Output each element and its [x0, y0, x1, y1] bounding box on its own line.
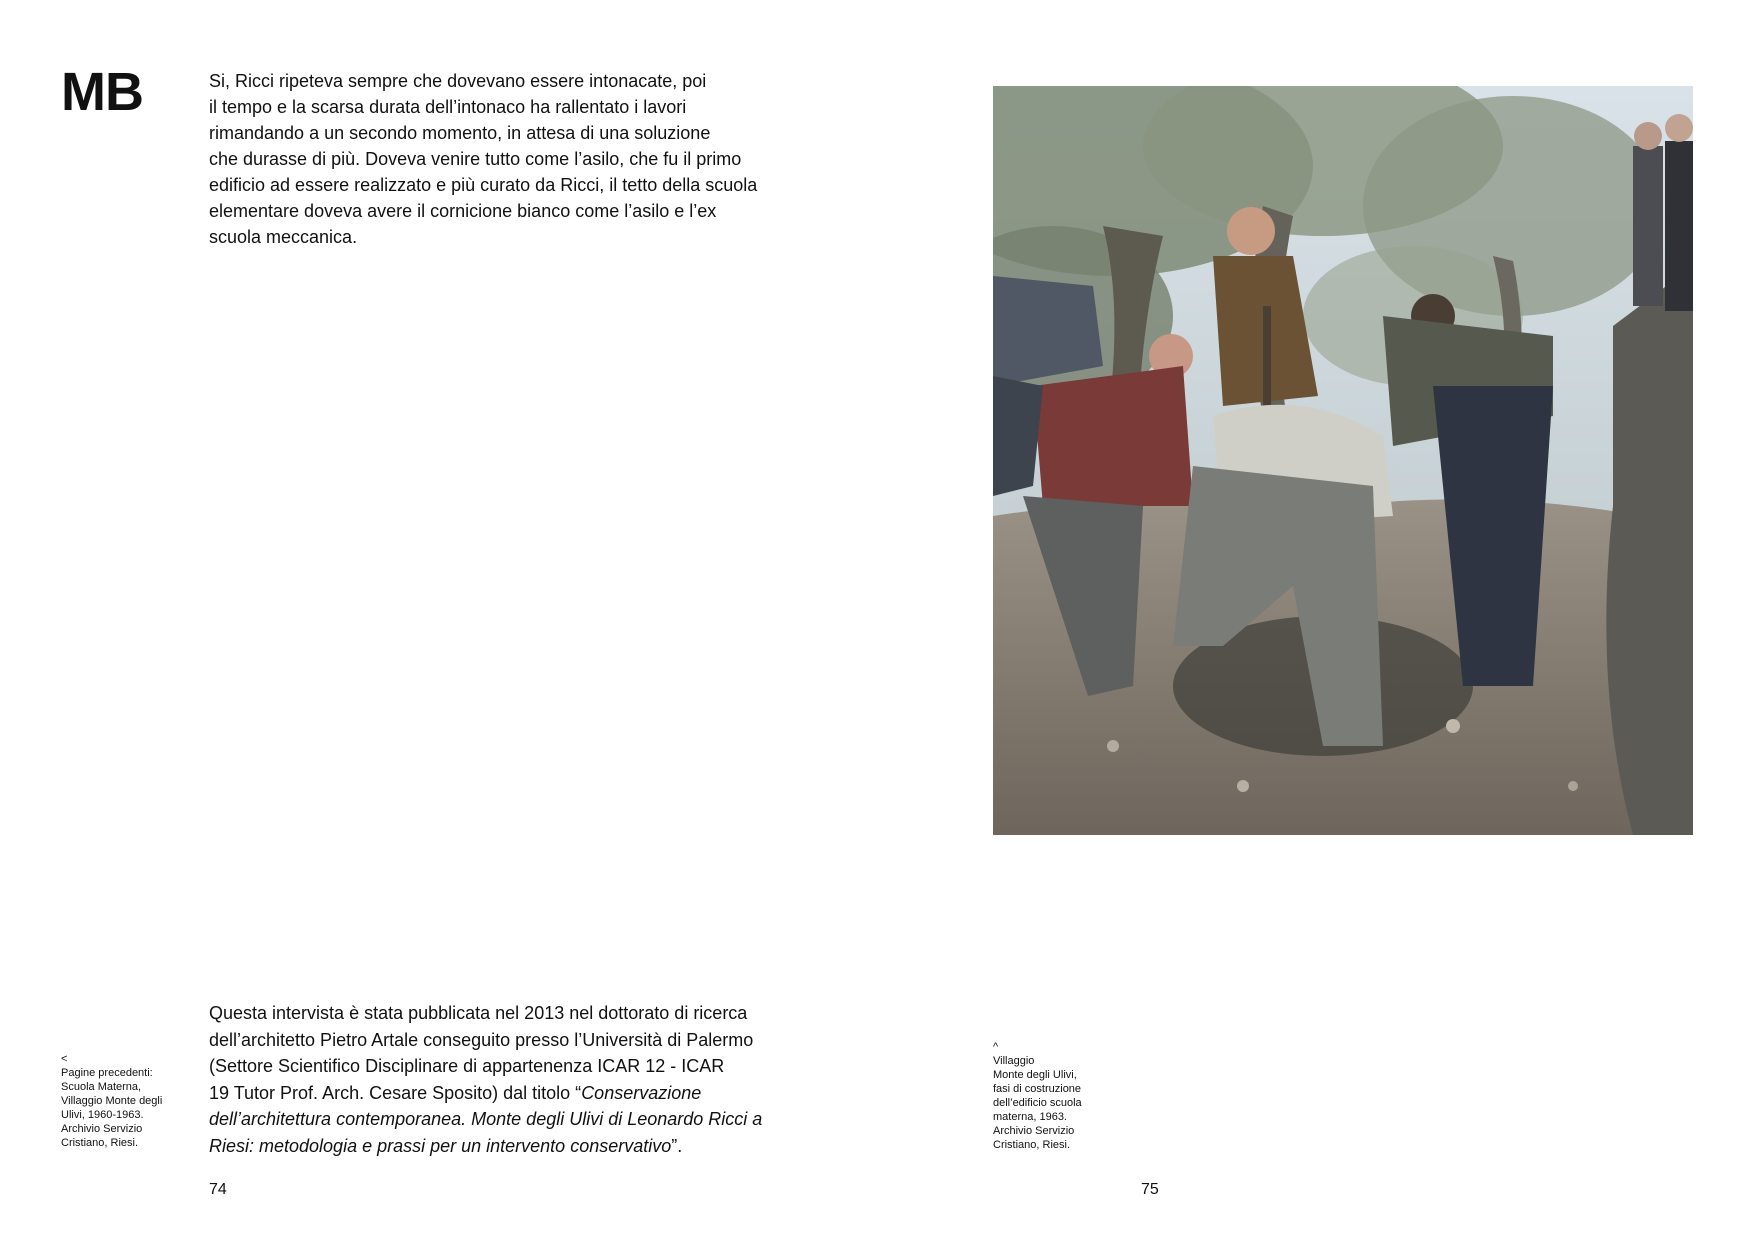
up-arrow-icon: ^ [993, 1041, 999, 1053]
note-line: (Settore Scientifico Disciplinare di appartenenza ICAR 12 - ICAR [209, 1056, 725, 1076]
speaker-initials: MB [61, 62, 143, 122]
construction-photo [993, 86, 1693, 835]
note-line: dell’architetto Pietro Artale conseguito presso l’Università di Palermo [209, 1029, 754, 1050]
caption-line: Villaggio [993, 1055, 1035, 1067]
answer-line: che durasse di più. Doveva venire tutto come l’asilo, che fu il primo [209, 149, 742, 169]
caption-line: Ulivi, 1960-1963. [61, 1109, 144, 1121]
answer-line: scuola meccanica. [209, 227, 358, 247]
caption-photo [993, 1040, 1113, 1152]
interview-answer [209, 68, 789, 250]
caption-line: materna, 1963. [993, 1111, 1067, 1123]
caption-line: Pagine precedenti: [61, 1067, 153, 1079]
publication-note [209, 1000, 789, 1159]
caption-line: Villaggio Monte degli [61, 1095, 163, 1107]
caption-line: Monte degli Ulivi, [993, 1069, 1077, 1081]
thesis-title: Conservazione [581, 1082, 702, 1103]
caption-line: Cristiano, Riesi. [61, 1137, 139, 1149]
thesis-title: Riesi: metodologia e prassi per un intervento conservativo [209, 1135, 672, 1156]
note-line: 19 Tutor Prof. Arch. Cesare Sposito) dal titolo “ [209, 1082, 582, 1103]
caption-previous-pages [61, 1052, 181, 1150]
answer-line: il tempo e la scarsa durata dell’intonaco ha rallentato i lavori [209, 97, 687, 117]
note-line: Questa intervista è stata pubblicata nel 2013 nel dottorato di ricerca [209, 1003, 748, 1023]
men-digging-among-olive-trees-photo [993, 86, 1693, 835]
caption-line: dell’edificio scuola [993, 1097, 1082, 1109]
left-arrow-icon: < [61, 1053, 68, 1065]
answer-line: rimandando a un secondo momento, in attesa di una soluzione [209, 123, 711, 143]
caption-line: Cristiano, Riesi. [993, 1139, 1071, 1151]
note-closing: ”. [671, 1135, 683, 1156]
caption-line: Archivio Servizio [61, 1123, 143, 1135]
answer-line: edificio ad essere realizzato e più curato da Ricci, il tetto della scuola [209, 175, 758, 195]
page-number-right: 75 [1141, 1181, 1159, 1198]
thesis-title: dell’architettura contemporanea. Monte degli Ulivi di Leonardo Ricci a [209, 1109, 763, 1129]
answer-line: Si, Ricci ripeteva sempre che dovevano essere intonacate, poi [209, 71, 707, 91]
caption-line: Archivio Servizio [993, 1125, 1075, 1137]
answer-line: elementare doveva avere il cornicione bianco come l’asilo e l’ex [209, 201, 717, 221]
page-number-left: 74 [209, 1181, 227, 1198]
caption-line: Scuola Materna, [61, 1081, 142, 1093]
caption-line: fasi di costruzione [993, 1083, 1082, 1095]
